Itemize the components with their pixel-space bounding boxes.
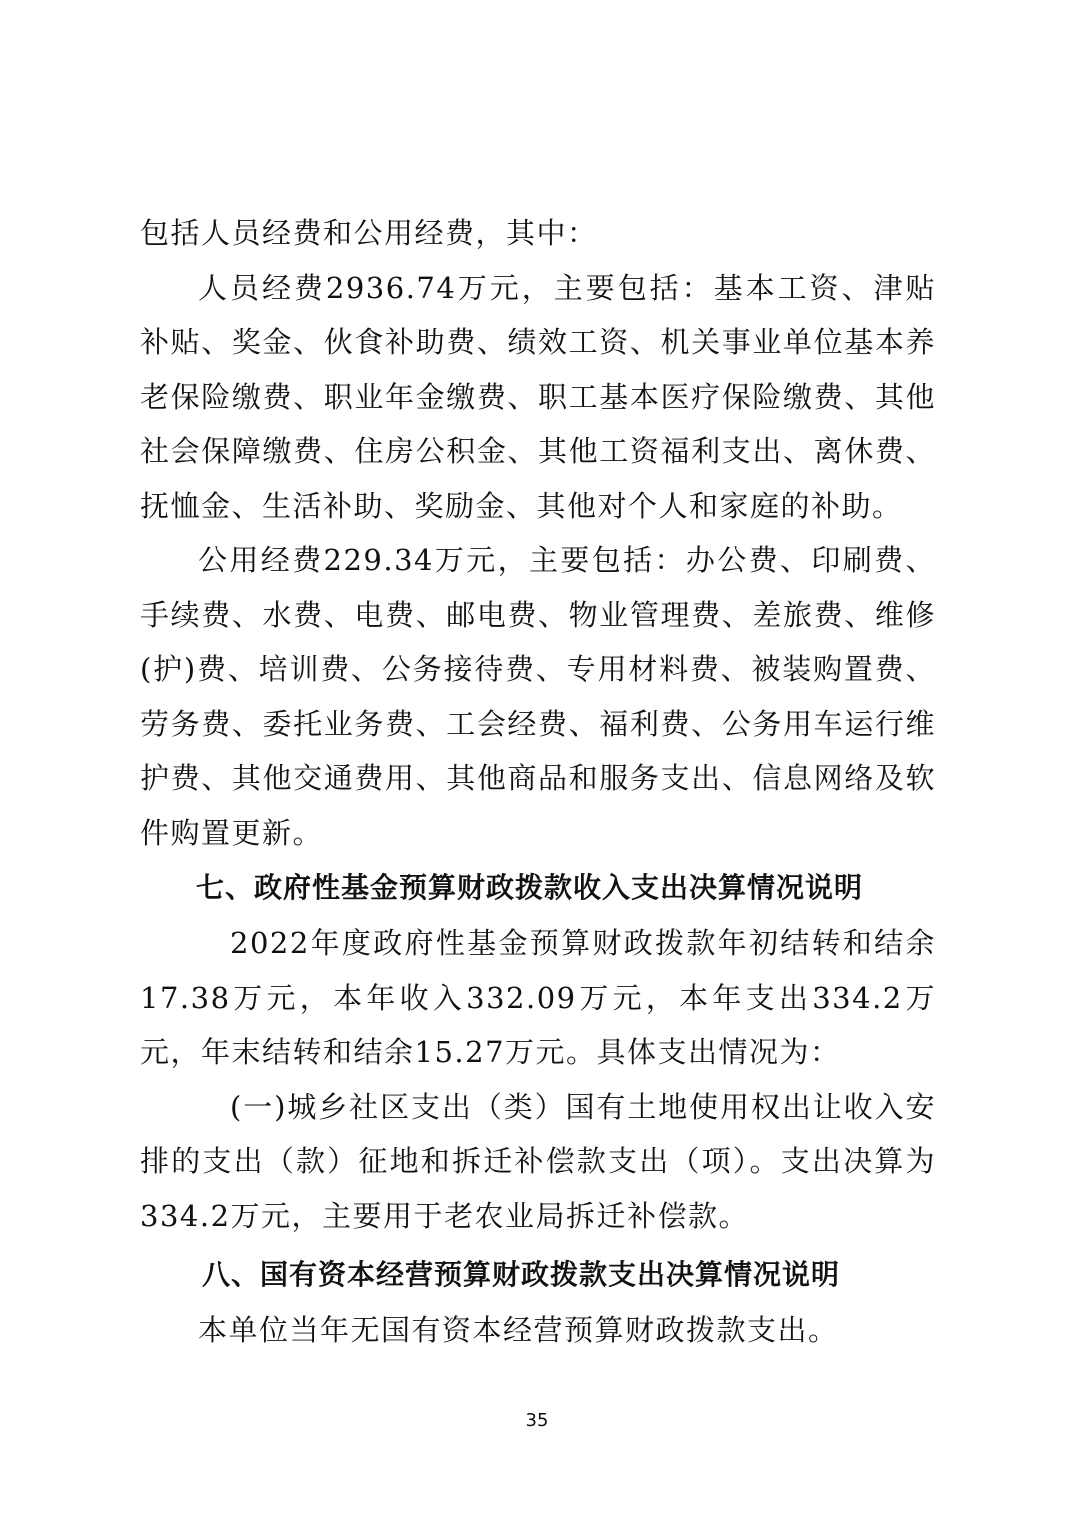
page-number: 35: [525, 1410, 549, 1431]
section-heading-8: 八、国有资本经营预算财政拨款支出决算情况说明: [202, 1258, 841, 1291]
paragraph-state-capital-none: 本单位当年无国有资本经营预算财政拨款支出。: [198, 1313, 839, 1347]
section-heading-7: 七、政府性基金预算财政拨款收入支出决算情况说明: [196, 871, 864, 904]
paragraph-personnel-expenses: 人员经费2936.74万元，主要包括：基本工资、津贴补贴、奖金、伙食补助费、绩效工资、机关事业单位基本养老保险缴费、职业年金缴费、职工基本医疗保险缴费、其他社会保障缴费、住房公积金、其他工资福利支出、离休费、抚恤金、生活补助、奖励金、其他对个人和家庭的补助。: [140, 270, 936, 523]
paragraph-expense-intro: 包括人员经费和公用经费，其中：: [140, 216, 598, 250]
paragraph-government-fund-summary: 2022年度政府性基金预算财政拨款年初结转和结余17.38万元，本年收入332.09万元，本年支出334.2万元，年末结转和结余15.27万元。具体支出情况为：: [140, 926, 936, 1069]
paragraph-urban-rural-expenditure: (一)城乡社区支出（类）国有土地使用权出让收入安排的支出（款）征地和拆迁补偿款支出（项）。支出决算为334.2万元，主要用于老农业局拆迁补偿款。: [140, 1089, 936, 1233]
paragraph-public-expenses: 公用经费229.34万元，主要包括：办公费、印刷费、手续费、水费、电费、邮电费、物业管理费、差旅费、维修(护)费、培训费、公务接待费、专用材料费、被装购置费、劳务费、委托业务费、工会经费、福利费、公务用车运行维护费、其他交通费用、其他商品和服务支出、信息网络及软件购置更新。: [140, 543, 936, 850]
document-body: [140, 206, 936, 1358]
